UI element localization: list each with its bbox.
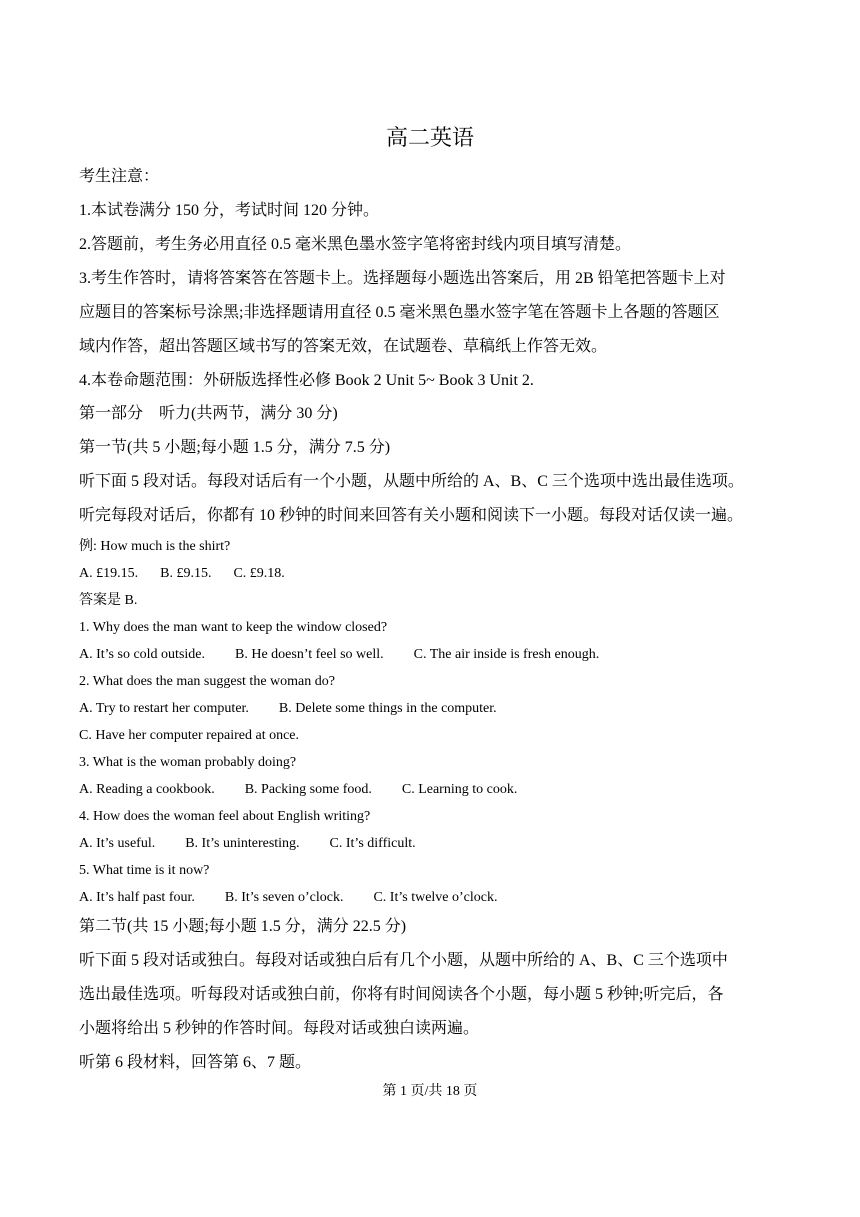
page-footer: 第 1 页/共 18 页 bbox=[382, 1084, 478, 1099]
question-3-option-a: A. Reading a cookbook. bbox=[79, 782, 215, 797]
example-option-a: A. £19.15. bbox=[79, 566, 139, 581]
notice-item-4: 4.本卷命题范围：外研版选择性必修 Book 2 Unit 5~ Book 3 Unit 2. bbox=[79, 372, 534, 389]
question-4-option-a: A. It’s useful. bbox=[79, 836, 156, 851]
question-2-option-b: B. Delete some things in the computer. bbox=[278, 701, 497, 716]
notice-item-3-line-3: 域内作答，超出答题区域书写的答案无效，在试题卷、草稿纸上作答无效。 bbox=[79, 338, 608, 355]
example-option-c: C. £9.18. bbox=[233, 566, 285, 581]
question-4-option-c: C. It’s difficult. bbox=[329, 836, 416, 851]
question-5-options bbox=[79, 891, 498, 905]
question-2-options-row-1 bbox=[79, 702, 497, 716]
section2-instruction-line-1: 听下面 5 段对话或独白。每段对话或独白后有几个小题，从题中所给的 A、B、C 三个选项中 bbox=[79, 952, 728, 969]
notice-item-3-line-1: 3.考生作答时，请将答案答在答题卡上。选择题每小题选出答案后，用 2B 铅笔把答题卡上对 bbox=[79, 270, 726, 287]
notice-item-1: 1.本试卷满分 150 分，考试时间 120 分钟。 bbox=[79, 202, 380, 219]
question-1-option-a: A. It’s so cold outside. bbox=[79, 647, 205, 662]
question-4: 4. How does the woman feel about English writing? bbox=[79, 809, 371, 824]
question-1-option-c: C. The air inside is fresh enough. bbox=[413, 647, 600, 662]
question-2: 2. What does the man suggest the woman do? bbox=[79, 674, 335, 689]
section2-instruction-line-2: 选出最佳选项。听每段对话或独白前，你将有时间阅读各个小题，每小题 5 秒钟;听完后，各 bbox=[79, 986, 724, 1003]
page-title: 高二英语 bbox=[385, 125, 474, 150]
question-5: 5. What time is it now? bbox=[79, 863, 210, 878]
question-5-option-b: B. It’s seven o’clock. bbox=[224, 890, 344, 905]
question-3-option-b: B. Packing some food. bbox=[244, 782, 372, 797]
section1-title: 第一节(共 5 小题;每小题 1.5 分，满分 7.5 分) bbox=[79, 439, 391, 456]
question-2-option-c: C. Have her computer repaired at once. bbox=[79, 728, 300, 743]
question-4-option-b: B. It’s uninteresting. bbox=[185, 836, 300, 851]
notice-label: 考生注意： bbox=[79, 168, 160, 185]
question-1: 1. Why does the man want to keep the window closed? bbox=[79, 620, 388, 635]
section2-instruction-line-3: 小题将给出 5 秒钟的作答时间。每段对话或独白读两遍。 bbox=[79, 1020, 480, 1037]
part1-title: 第一部分 听力(共两节，满分 30 分) bbox=[79, 405, 338, 422]
example-answer: 答案是 B. bbox=[79, 593, 138, 608]
question-3-options bbox=[79, 783, 517, 797]
section1-instruction-line-1: 听下面 5 段对话。每段对话后有一个小题，从题中所给的 A、B、C 三个选项中选出最佳选项。 bbox=[79, 473, 744, 490]
question-5-option-a: A. It’s half past four. bbox=[79, 890, 195, 905]
notice-item-2: 2.答题前，考生务必用直径 0.5 毫米黑色墨水签字笔将密封线内项目填写清楚。 bbox=[79, 236, 632, 253]
question-5-option-c: C. It’s twelve o’clock. bbox=[373, 890, 498, 905]
notice-item-3-line-2: 应题目的答案标号涂黑;非选择题请用直径 0.5 毫米黑色墨水签字笔在答题卡上各题的答题区 bbox=[79, 304, 720, 321]
example-option-b: B. £9.15. bbox=[160, 566, 212, 581]
question-1-option-b: B. He doesn’t feel so well. bbox=[235, 647, 384, 662]
section1-instruction-line-2: 听完每段对话后，你都有 10 秒钟的时间来回答有关小题和阅读下一小题。每段对话仅读一遍。 bbox=[79, 507, 744, 524]
material-6-prompt: 听第 6 段材料，回答第 6、7 题。 bbox=[79, 1054, 312, 1071]
question-3: 3. What is the woman probably doing? bbox=[79, 755, 297, 770]
section2-title: 第二节(共 15 小题;每小题 1.5 分，满分 22.5 分) bbox=[79, 918, 407, 935]
question-2-option-a: A. Try to restart her computer. bbox=[79, 701, 249, 716]
question-1-options bbox=[79, 648, 599, 662]
example-question: 例: How much is the shirt? bbox=[79, 539, 231, 554]
example-options bbox=[79, 567, 285, 581]
question-4-options bbox=[79, 837, 416, 851]
question-3-option-c: C. Learning to cook. bbox=[401, 782, 518, 797]
